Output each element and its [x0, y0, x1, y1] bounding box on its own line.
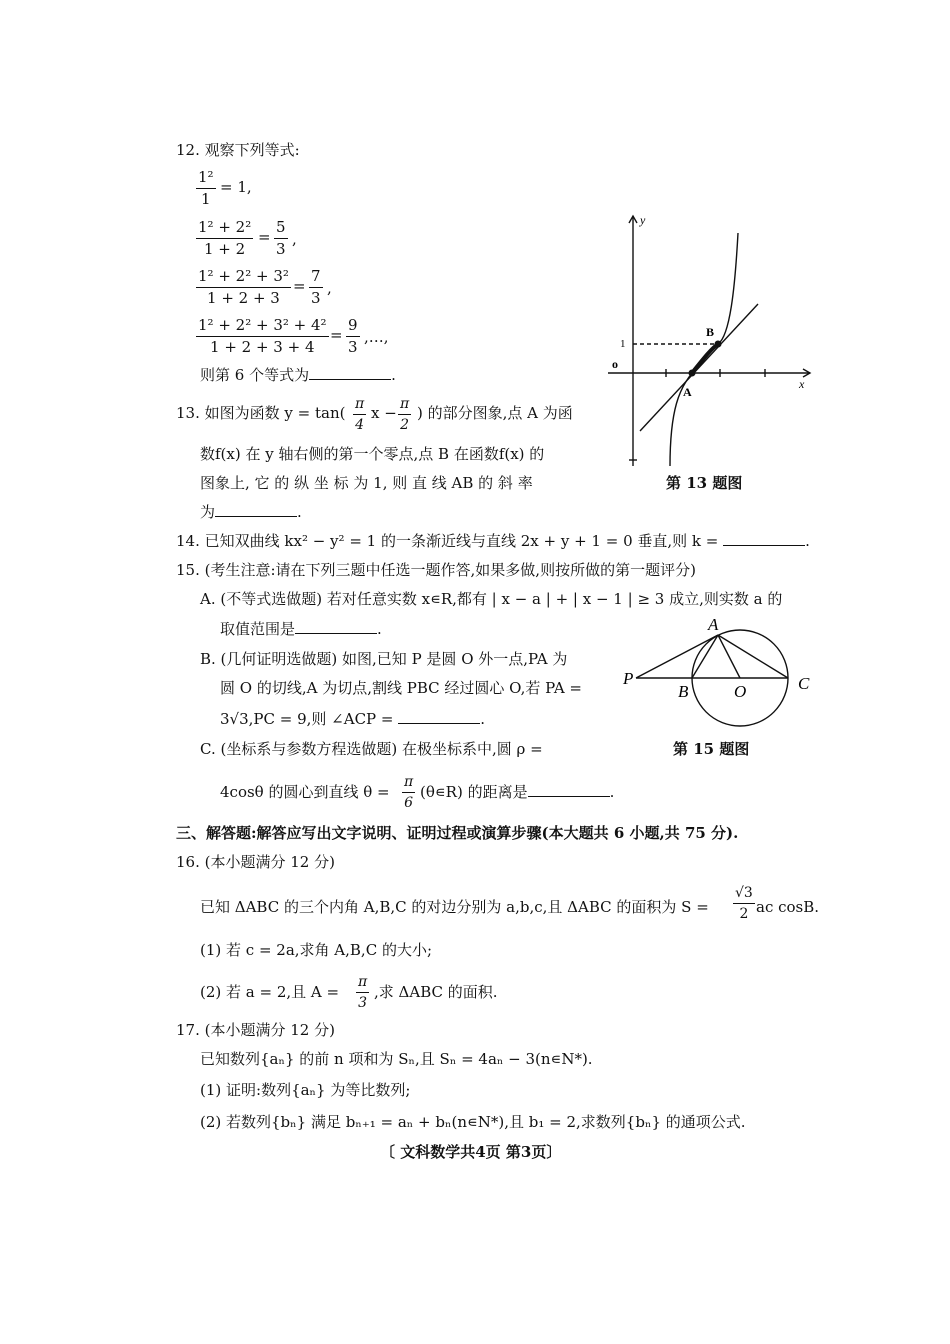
q13-frac1-num: π: [353, 397, 366, 415]
q15-a-line2-text: 取值范围是: [220, 620, 296, 638]
q12-row4-tail: ,…,: [364, 328, 389, 346]
q13-frac2-num: π: [398, 397, 411, 415]
q13-mid: x −: [371, 404, 397, 422]
q12-row3-numerator: 1² + 2² + 3²: [196, 269, 291, 288]
q13-y-label: y: [640, 213, 646, 227]
q12-row4-denominator: 1 + 2 + 3 + 4: [210, 338, 315, 356]
q13-tan-curve: [670, 233, 738, 466]
q12-row4-eq: =: [330, 326, 343, 344]
q14-text: 14. 已知双曲线 kx² − y² = 1 的一条渐近线与直线 2x + y + 1 = 0 垂直,则 k =: [176, 532, 719, 550]
q15-b-line3-end: .: [480, 710, 486, 728]
q15-b-line1: B. (几何证明选做题) 如图,已知 P 是圆 O 外一点,PA 为: [200, 650, 568, 668]
q17-stem: 已知数列{aₙ} 的前 n 项和为 Sₙ,且 Sₙ = 4aₙ − 3(n∊N*).: [200, 1050, 593, 1068]
q13-line4-end: .: [297, 503, 302, 521]
q13-line4-text: 为: [200, 503, 216, 521]
q13-line3: 图象上, 它 的 纵 坐 标 为 1, 则 直 线 AB 的 斜 率: [200, 474, 533, 492]
q16-frac-den: 2: [739, 906, 749, 922]
q16-head: 16. (本小题满分 12 分): [176, 853, 335, 871]
q12-row4-result: [346, 318, 360, 355]
q13-b-label: B: [706, 325, 715, 339]
q16-frac: [733, 886, 755, 921]
q16-stem-a: 已知 ΔABC 的三个内角 A,B,C 的对边分别为 a,b,c,且 ΔABC 的面积为 S =: [200, 898, 709, 916]
q14-end: .: [805, 532, 810, 550]
q17-part2: (2) 若数列{bₙ} 满足 bₙ₊₁ = aₙ + bₙ(n∊N*),且 b₁ = 2,求数列{bₙ} 的通项公式.: [200, 1113, 746, 1131]
q15-stem: 15. (考生注意:请在下列三题中任选一题作答,如果多做,则按所做的第一题评分): [176, 561, 696, 579]
q12-ask-end: .: [391, 366, 396, 384]
q15-b-label: B: [678, 682, 689, 701]
q16-part2-b: ,求 ΔABC 的面积.: [374, 983, 498, 1001]
page-footer: 〔 文科数学共4页 第3页〕: [380, 1143, 562, 1161]
q12-row3-result-num: 7: [309, 269, 323, 288]
q12-row2-result-num: 5: [274, 220, 288, 239]
q15-b-line2: 圆 O 的切线,A 为切点,割线 PBC 经过圆心 O,若 PA =: [220, 679, 582, 697]
q12-row4-numerator: 1² + 2² + 3² + 4²: [196, 318, 329, 337]
q13-one-label: 1: [620, 338, 626, 350]
q16-frac-num: √3: [733, 886, 755, 904]
q15-geometry-figure: [620, 612, 820, 737]
q12-answer-blank[interactable]: [309, 378, 391, 380]
q16-part2-frac-num: π: [356, 975, 369, 993]
q13-frac2-den: 2: [400, 417, 410, 433]
q15-o-label: O: [734, 682, 747, 701]
q15-b-line3: [220, 712, 485, 727]
q12-ask: [200, 368, 396, 383]
q15-c-line2-b: [420, 785, 614, 800]
q13-line1-a: 13. 如图为函数 y = tan(: [176, 404, 346, 422]
q13-figure-caption: 第 13 题图: [666, 474, 743, 492]
q12-row1-numerator: 1²: [196, 170, 216, 189]
q12-row4-result-den: 3: [348, 338, 358, 356]
q15-c-label: C: [798, 674, 810, 693]
q13-x-label: x: [799, 377, 805, 391]
q15-a-line2-end: .: [377, 620, 382, 638]
q13-arc-ab: [692, 344, 718, 373]
q12-stem: 12. 观察下列等式:: [176, 141, 300, 159]
q12-ask-text: 则第 6 个等式为: [200, 366, 310, 384]
q15-a-label: A: [708, 615, 719, 634]
q15-c-frac-num: π: [402, 775, 415, 793]
q12-row2-tail: ,: [292, 230, 297, 248]
q15-b-answer-blank[interactable]: [398, 722, 480, 724]
q13-point-b: [715, 341, 722, 348]
q14-answer-blank[interactable]: [723, 544, 805, 546]
q15-c-frac-den: 6: [404, 795, 414, 811]
q13-frac2: [398, 397, 411, 432]
q12-row1-denominator: 1: [201, 190, 211, 208]
q12-row2-fraction: [196, 220, 253, 257]
q14-line: [176, 534, 810, 549]
q12-row1-fraction: [196, 170, 216, 207]
q12-row2-numerator: 1² + 2²: [196, 220, 253, 239]
q15-c-line2-end: .: [609, 783, 615, 801]
q16-part1: (1) 若 c = 2a,求角 A,B,C 的大小;: [200, 941, 433, 959]
q13-answer-blank[interactable]: [215, 515, 297, 517]
q12-row2-result-den: 3: [276, 240, 286, 258]
q13-frac1-den: 4: [355, 417, 365, 433]
q13-frac1: [353, 397, 366, 432]
q16-part2-frac: [356, 975, 369, 1010]
q12-row4-fraction: [196, 318, 329, 355]
q13-line2: 数f(x) 在 y 轴右侧的第一个零点,点 B 在函数f(x) 的: [200, 445, 545, 463]
q15-b-line3-text: 3√3,PC = 9,则 ∠ACP =: [220, 710, 394, 728]
q13-graph-figure: [600, 208, 815, 473]
q15-c-frac: [402, 775, 415, 810]
q13-a-label: A: [683, 385, 692, 399]
q12-row3-result: [309, 269, 323, 306]
q15-c-line2-a: 4cosθ 的圆心到直线 θ =: [220, 783, 390, 801]
q12-row2-result: [274, 220, 288, 257]
q12-row3-tail: ,: [327, 279, 332, 297]
q12-row3-denominator: 1 + 2 + 3: [207, 289, 280, 307]
q13-origin-label: o: [612, 357, 618, 371]
q15-c-answer-blank[interactable]: [528, 795, 610, 797]
q12-row1-rhs: = 1,: [220, 178, 252, 196]
q15-p-label: P: [623, 669, 634, 688]
q17-part1: (1) 证明:数列{aₙ} 为等比数列;: [200, 1081, 411, 1099]
q12-row3-eq: =: [293, 277, 306, 295]
q15-c-line2-b-text: (θ∊R) 的距离是: [420, 783, 528, 801]
q12-row2-denominator: 1 + 2: [204, 240, 246, 258]
q17-head: 17. (本小题满分 12 分): [176, 1021, 335, 1039]
q12-row3-result-den: 3: [311, 289, 321, 307]
q12-row3-fraction: [196, 269, 291, 306]
q12-row4-result-num: 9: [346, 318, 360, 337]
q15-a-line2: [220, 622, 382, 637]
q15-a-line1: A. (不等式选做题) 若对任意实数 x∊R,都有 | x − a | + | x − 1 | ≥ 3 成立,则实数 a 的: [200, 590, 783, 608]
q13-point-a: [689, 370, 696, 377]
section3-heading: 三、解答题:解答应写出文字说明、证明过程或演算步骤(本大题共 6 小题,共 75 分).: [176, 824, 739, 842]
q16-stem-b: ac cosB.: [756, 898, 820, 916]
q16-part2-a: (2) 若 a = 2,且 A =: [200, 983, 340, 1001]
q15-figure-caption: 第 15 题图: [673, 740, 750, 758]
q15-c-line1: C. (坐标系与参数方程选做题) 在极坐标系中,圆 ρ =: [200, 740, 543, 758]
q12-row2-eq: =: [258, 228, 271, 246]
q13-line4: [200, 505, 302, 520]
q15-a-answer-blank[interactable]: [295, 632, 377, 634]
q13-line1-b: ) 的部分图象,点 A 为函: [417, 404, 573, 422]
q16-part2-frac-den: 3: [358, 995, 368, 1011]
